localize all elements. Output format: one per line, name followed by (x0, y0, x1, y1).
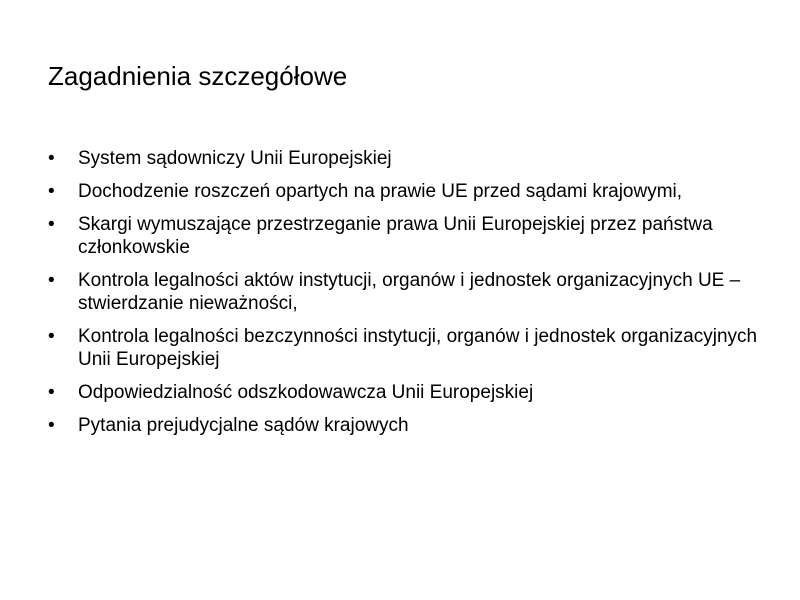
list-item (48, 381, 760, 404)
slide-title: Zagadnienia szczegółowe (48, 61, 348, 91)
list-item-text: Odpowiedzialność odszkodowawcza Unii Europejskiej (78, 382, 534, 403)
bullet-icon: • (48, 214, 55, 235)
list-item-text: Kontrola legalności aktów instytucji, organów i jednostek organizacyjnych UE – stwierdzanie nieważności, (78, 270, 741, 314)
list-item-text: Dochodzenie roszczeń opartych na prawie UE przed sądami krajowymi, (78, 181, 683, 202)
bullet-icon: • (48, 415, 55, 436)
bullet-icon: • (48, 181, 55, 202)
list-item (48, 147, 760, 170)
list-item (48, 180, 760, 203)
list-item-text: Kontrola legalności bezczynności instytucji, organów i jednostek organizacyjnych Unii Europejskiej (78, 326, 758, 370)
bullet-icon: • (48, 382, 55, 403)
list-item-text: Pytania prejudycjalne sądów krajowych (78, 415, 409, 436)
list-item (48, 213, 760, 259)
list-item-text: Skargi wymuszające przestrzeganie prawa Unii Europejskiej przez państwa członkowskie (78, 214, 713, 258)
list-item (48, 325, 760, 371)
bullet-icon: • (48, 270, 55, 291)
list-item (48, 414, 760, 437)
bullet-list (48, 147, 760, 447)
bullet-icon: • (48, 326, 55, 347)
bullet-icon: • (48, 148, 55, 169)
list-item-text: System sądowniczy Unii Europejskiej (78, 148, 392, 169)
list-item (48, 269, 760, 315)
